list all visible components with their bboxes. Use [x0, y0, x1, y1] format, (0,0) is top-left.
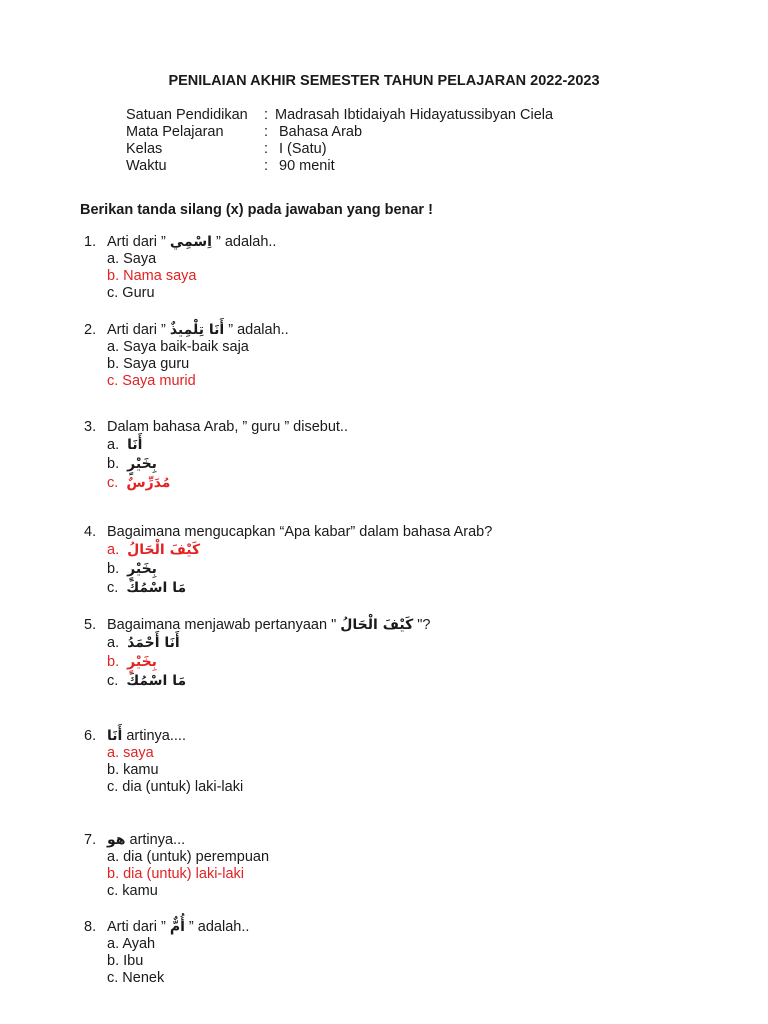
info-row-time: Waktu : 90 menit [126, 158, 335, 174]
info-value: 90 menit [279, 158, 335, 174]
option-b[interactable]: b. Ibu [107, 953, 144, 969]
info-row-school: Satuan Pendidikan : Madrasah Ibtidaiyah Hidayatussibyan Ciela [126, 107, 554, 123]
info-label: Kelas [126, 141, 163, 157]
option-c[interactable]: c. Nenek [107, 970, 165, 986]
question-4 [84, 523, 492, 598]
question-2 [84, 321, 289, 390]
question-5 [84, 616, 430, 691]
question-text: 3. Dalam bahasa Arab, ” guru ” disebut.. [84, 419, 348, 435]
option-c[interactable]: c. kamu [107, 883, 158, 899]
option-a[interactable]: a. أَنَا [107, 437, 143, 453]
option-c[interactable]: c. مُدَرِّسٌ [107, 475, 171, 491]
question-text: 7. هو artinya... [84, 832, 186, 848]
exam-info [126, 107, 553, 175]
info-label: Waktu [126, 158, 167, 174]
option-c[interactable]: c. Saya murid [107, 373, 196, 389]
question-text: 8. Arti dari ” أُمٌّ ” adalah.. [84, 919, 250, 935]
option-a[interactable]: a. Saya [107, 251, 157, 267]
option-a[interactable]: a. dia (untuk) perempuan [107, 849, 270, 865]
info-row-subject: Mata Pelajaran : Bahasa Arab [126, 124, 363, 140]
question-text: 4. Bagaimana mengucapkan “Apa kabar” dalam bahasa Arab? [84, 524, 493, 540]
option-b[interactable]: b. بِخَيْرٍ [107, 561, 157, 577]
arabic-term: أَنَا تِلْمِيذٌ [169, 322, 225, 338]
info-value: Bahasa Arab [279, 124, 363, 140]
question-1 [84, 233, 276, 302]
info-label: Mata Pelajaran [126, 124, 224, 140]
arabic-term: هو [107, 832, 126, 848]
option-b[interactable]: b. dia (untuk) laki-laki [107, 866, 244, 882]
question-6 [84, 727, 243, 796]
option-a[interactable]: a. Saya baik-baik saja [107, 339, 249, 355]
option-a[interactable]: a. كَيْفَ الْحَالُ [107, 542, 201, 558]
question-8 [84, 918, 249, 987]
exam-title: PENILAIAN AKHIR SEMESTER TAHUN PELAJARAN 2022-2023 [168, 73, 600, 89]
option-b[interactable]: b. بِخَيْرٍ [107, 654, 157, 670]
info-value: I (Satu) [279, 141, 327, 157]
info-row-class: Kelas : I (Satu) [126, 141, 327, 157]
option-a[interactable]: a. saya [107, 745, 154, 761]
question-text: 6. أَنَا artinya.... [84, 728, 186, 744]
question-text: 1. Arti dari ” اِسْمِي ” adalah.. [84, 234, 277, 250]
option-a[interactable]: a. أَنَا أَحْمَدُ [107, 635, 180, 651]
arabic-term: أَنَا [107, 728, 123, 744]
arabic-term: كَيْفَ الْحَالُ [340, 617, 414, 633]
option-b[interactable]: b. Nama saya [107, 268, 197, 284]
question-text: 5. Bagaimana menjawab pertanyaan " كَيْفَ الْحَالُ "? [84, 617, 431, 633]
option-c[interactable]: c. مَا اسْمُكَ [107, 673, 187, 689]
option-b[interactable]: b. بِخَيْرٍ [107, 456, 157, 472]
info-label: Satuan Pendidikan [126, 107, 248, 123]
option-b[interactable]: b. Saya guru [107, 356, 190, 372]
option-c[interactable]: c. dia (untuk) laki-laki [107, 779, 244, 795]
question-text: 2. Arti dari ” أَنَا تِلْمِيذٌ ” adalah.. [84, 322, 289, 338]
question-3 [84, 418, 348, 493]
option-a[interactable]: a. Ayah [107, 936, 156, 952]
question-7 [84, 831, 269, 900]
arabic-term: اِسْمِي [169, 234, 212, 250]
option-c[interactable]: c. مَا اسْمُكَ [107, 580, 187, 596]
info-value: Madrasah Ibtidaiyah Hidayatussibyan Ciela [275, 107, 554, 123]
option-b[interactable]: b. kamu [107, 762, 159, 778]
instruction: Berikan tanda silang (x) pada jawaban yang benar ! [80, 202, 433, 218]
arabic-term: أُمٌّ [169, 919, 185, 935]
option-c[interactable]: c. Guru [107, 285, 155, 301]
